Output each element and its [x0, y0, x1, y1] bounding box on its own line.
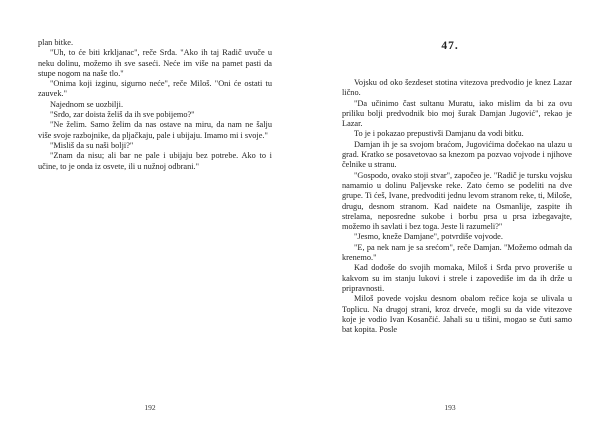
page-number-left: 192 — [144, 403, 156, 412]
paragraph: "Znam da nisu; ali bar ne pale i ubijaju bez potrebe. Ako to i učine, to je onda iz osvete, ili u nužnoj odbrani." — [38, 151, 272, 171]
paragraph: "Uh, to će biti krkljanac", reče Srđa. "Ako ih taj Radič uvuče u neku dolinu, možemo ih sve saseći. Neće im više na pamet pasti da stupe nogom na naše tlo." — [38, 48, 272, 78]
paragraph: "Ne želim. Samo želim da nas ostave na miru, da nam ne šalju više svoje razbojnike, da pljačkaju, pale i ubijaju. Imamo mi i svoje." — [38, 120, 272, 140]
left-page-text — [38, 38, 272, 172]
paragraph: "Da učinimo čast sultanu Muratu, iako mislim da bi za ovu priliku bolji predvodnik bio moj šurak Damjan Jugović", rekao je Lazar. — [342, 98, 572, 129]
paragraph: Miloš povede vojsku desnom obalom rečice koja se ulivala u Toplicu. Na drugoj strani, kroz drveće, mogli su da vide vitezove koje je vodio Ivan Kosančić. Jahali su u tišini, mogao se čuti samo bat kopita. Posle — [342, 294, 572, 335]
right-page-text — [342, 78, 572, 335]
paragraph: "Srđo, zar doista želiš da ih sve pobijemo?" — [50, 110, 195, 120]
paragraph: "Misliš da su naši bolji?" — [50, 140, 134, 150]
paragraph: Najednom se uozbilji. — [50, 99, 124, 109]
page-number-right: 193 — [444, 403, 456, 412]
paragraph: "Gospodo, ovako stoji stvar", započeo je. "Radič je tursku vojsku namamio u dolinu Paljevske reke. Zato ćemo se podeliti na dve grupe. Ti ćeš, Ivane, predvoditi jednu levom stranom reke, ti, Miloše, drugu, desnom stranom. Kad naiđete na Osmanlije, zaspite ih strelama, neposredne sukobe i borbu prsa u prsa izbegavajte, možemo ih savlati i bez toga. Jeste li razumeli?" — [342, 170, 572, 232]
chapter-title: 47. — [441, 40, 459, 52]
paragraph: Vojsku od oko šezdeset stotina vitezova predvodio je knez Lazar lično. — [342, 78, 572, 98]
paragraph: "Jesmo, kneže Damjane", potvrdiše vojvode. — [354, 232, 503, 242]
paragraph: Damjan ih je sa svojom braćom, Jugovićima dočekao na ulazu u grad. Kratko se posavetovao sa knezom pa pozvao vojvode i njihove čelnike u stranu. — [342, 139, 572, 170]
paragraph: plan bitke. — [38, 38, 74, 47]
paragraph: Kad dođoše do svojih momaka, Miloš i Srđa prvo proveriše u kakvom su im stanju lukovi i strele i zapovediše im da ih drže u pripravnosti. — [342, 263, 572, 293]
paragraph: To je i pokazao prepustivši Damjanu da vodi bitku. — [354, 129, 524, 139]
paragraph: "E, pa nek nam je sa srećom", reče Damjan. "Možemo odmah da krenemo." — [342, 242, 572, 263]
right-page — [300, 0, 600, 424]
paragraph: "Onima koji izginu, sigurno neće", reče Miloš. "Oni će ostati tu zauvek." — [38, 79, 272, 99]
